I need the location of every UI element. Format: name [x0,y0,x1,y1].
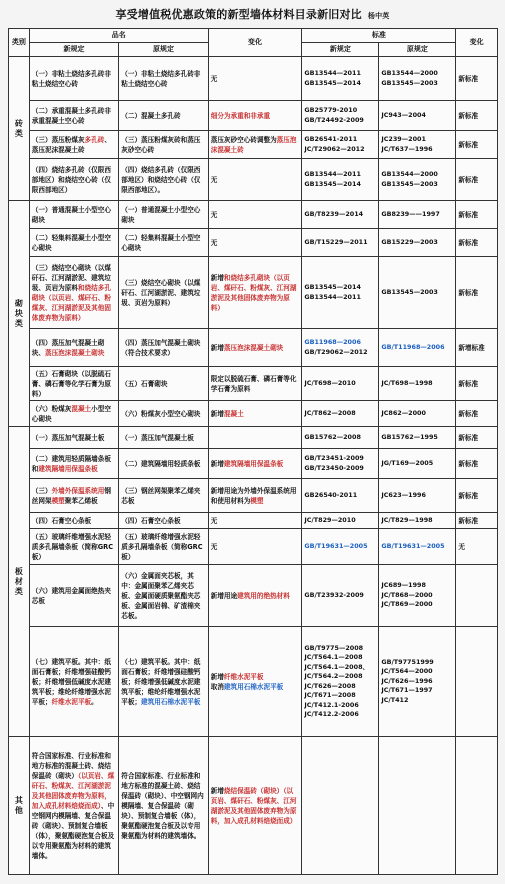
highlight-text: 和烧结多孔砌块（以页岩、煤矸石、粉煤灰、江河湖淤泥及其他固体废弃物为原料） [210,273,297,312]
new-cell: （五）玻璃纤维增强水泥轻质多孔隔墙条板（简称GRC板） [29,529,118,565]
table-row [9,401,498,427]
text: 小型空心砌块 [31,404,111,423]
std-new-cell [302,329,379,367]
header-standard: 标准 [302,29,456,43]
change2-cell: 无 [456,529,498,565]
header-change: 变化 [208,29,302,57]
table-row [9,565,498,627]
std-new-cell: GB/T23451-2009 GB/T23450-2009 [302,449,379,479]
highlight-text: 混凝土 [223,409,244,418]
std-old-cell: JC943—2004 [379,101,456,131]
text: 、蒸压泥沫混凝土砖 [31,135,111,154]
std-new-cell: GB/T19631—2005 [302,529,379,565]
change-cell: 无 [208,57,302,101]
new-cell: （五）石膏砌块（以脱硫石膏、磷石膏等化学石膏为原料） [29,367,118,401]
text: 新增 [210,409,224,418]
old-cell: （五）玻璃纤维增强水泥轻质多孔隔墙条板（简称GRC板） [119,529,208,565]
header-change2: 变化 [456,29,498,57]
table-row [9,329,498,367]
new-cell: （六）建筑用金属面绝热夹芯板 [29,565,118,627]
std-old-cell [379,737,456,875]
highlight-text: 模塑 [51,496,65,505]
std-new-cell: GB13544—2011 GB13545—2014 [302,57,379,101]
highlight-text: 建筑用石棉水泥平板 [223,682,284,691]
text: 、中空钢网内模隔墙、复合保温砖（砌块）、预制复合墙板（体），聚氨酯硬泡复合板及以专用聚氨酯为材料的建筑墙体。 [31,801,115,860]
std-new-cell: GB/T15229—2011 [302,229,379,257]
category-block: 砌块类 [9,201,30,427]
old-cell: （一）普通混凝土小型空心砌块 [119,201,208,229]
std-old-cell: JC/T829—1998 [379,513,456,529]
text: （四）蒸压加气混凝土砌块、 [31,338,105,357]
change2-cell: 新标准 [456,257,498,329]
new-cell: （四）烧结多孔砖（仅限西部地区）和烧结空心砖（仅限西部地区） [29,159,118,201]
old-cell: （六）金属面夹芯板，其中：金属面聚苯乙烯夹芯板、金属面硬质聚氨酯夹芯板、金属面岩棉、矿渣棉夹芯板。 [119,565,208,627]
change-cell: 无 [208,201,302,229]
std-new-cell: GB/T8239—2014 [302,201,379,229]
change-cell [208,479,302,513]
change-cell: 无 [208,513,302,529]
new-cell [29,131,118,159]
highlight-text: 纤维水泥平板 [51,697,92,706]
change2-cell: 新标准 [456,131,498,159]
table-row [9,529,498,565]
author: 杨中英 [367,12,390,20]
new-cell: （二）承重混凝土多孔砖非承重混凝土空心砖 [29,101,118,131]
old-cell: （二）混凝土多孔砖 [119,101,208,131]
change2-cell: 新标准 [456,513,498,529]
text: 聚苯乙烯板 [64,496,98,505]
change-cell [208,427,302,449]
old-cell: （二）轻集料混凝土小型空心砌块 [119,229,208,257]
highlight-text: 蒸压泡沫混凝土砌块 [44,348,105,357]
table-row [9,131,498,159]
text: 符合国家标准、行业标准和地方标准的混凝土砖、烧结保温砖（砌块） [31,751,111,780]
text: 新增 [210,273,224,282]
std-new-cell: GB26541-2011 JC/T29062—2012 [302,131,379,159]
old-cell: （三）钢丝网架聚苯乙烯夹芯板 [119,479,208,513]
std-new-cell: JC/T862—2008 [302,401,379,427]
std-old-cell: JC/T698—1998 [379,367,456,401]
table-row [9,159,498,201]
change2-cell [456,627,498,737]
change-cell: 限定以脱硫石膏、磷石膏等化学石膏为原料 [208,367,302,401]
text: （六）粉煤灰 [31,404,72,413]
std-old-cell: JC239—2001 JC/T637—1996 [379,131,456,159]
new-cell [29,627,118,737]
table-row [9,367,498,401]
text: （三）蒸压粉煤灰 [31,135,85,144]
std-old-cell: JG/T169—2005 [379,449,456,479]
highlight-text: 建筑用的绝热材料 [237,591,290,600]
std-new-cell: GB25779-2010 GB/T24492-2009 [302,101,379,131]
change-cell [208,131,302,159]
page-title [0,6,505,22]
old-cell: （六）粉煤灰小型空心砌块 [119,401,208,427]
change2-cell [456,737,498,875]
text: （三）烧结空心砌块（以煤矸石、江河湖淤泥、建筑垃圾、页岩为原料 [31,263,111,292]
category-board: 板材类 [9,427,30,737]
new-cell [29,401,118,427]
text: （三） [31,486,52,495]
change2-cell: 新标准 [456,401,498,427]
change-cell: 无 [208,159,302,201]
old-cell: （五）石膏砌块 [119,367,208,401]
table-row [9,201,498,229]
highlight-text: 外墙外保温系统用 [51,486,105,495]
title-text: 享受增值税优惠政策的新型墙体材料目录新旧对比 [115,8,362,21]
change-cell: 无 [208,229,302,257]
std-new-cell: GB26540-2011 [302,479,379,513]
table-row [9,449,498,479]
std-old-cell: JC689—1998 JC/T868—2000 JC/T869—2000 [379,565,456,627]
std-old-cell: GB13544—2000 GB13545—2003 [379,159,456,201]
new-cell: （一）非粘土烧结多孔砖非粘土烧结空心砖 [29,57,118,101]
new-cell [29,449,118,479]
change-cell [208,329,302,367]
text: 新增用途为外墙外保温系统用和使用材料为 [210,486,297,505]
change2-cell [456,565,498,627]
table-row [9,627,498,737]
new-cell [29,329,118,367]
std-old-cell: JC862—2000 [379,401,456,427]
text: 新增 [210,672,224,681]
std-old-cell: GB15762—1995 [379,427,456,449]
change2-cell: 新标准 [456,201,498,229]
text: 蒸压灰砂空心砖调整为 [210,135,277,144]
new-cell: （一）蒸压加气混凝土板 [29,427,118,449]
change2-cell: 新标准 [456,101,498,131]
old-cell [119,627,208,737]
change-cell: 无 [208,529,302,565]
header-std-old: 原规定 [379,43,456,57]
std-new-cell: JC/T829—2010 [302,513,379,529]
std-old-cell: GB8239——1997 [379,201,456,229]
text: 新增 [210,343,224,352]
new-cell: （二）轻集料混凝土小型空心砌块 [29,229,118,257]
std-new-cell [302,737,379,875]
table-row [9,101,498,131]
table-row [9,513,498,529]
text: 新增 [210,459,224,468]
text: 。 [91,697,98,706]
text: GB/T29062—2012 [304,347,368,356]
old-cell: （四）蒸压加气混凝土砌块（符合技术要求） [119,329,208,367]
std-old-cell: GB15229—2003 [379,229,456,257]
change-cell [208,565,302,627]
old-cell: （二）建筑隔墙用轻质条板 [119,449,208,479]
highlight-text: 纤维水泥平板 [223,672,264,681]
change2-cell: 新标准 [456,159,498,201]
change2-cell: 新标准 [456,449,498,479]
text: 新增用途 [210,591,238,600]
table-row [9,427,498,449]
table-row [9,737,498,875]
highlight-text: 蒸压泡沫混凝土砌块 [223,343,284,352]
old-cell: （一）蒸压加气混凝土板 [119,427,208,449]
new-cell: （四）石膏空心条板 [29,513,118,529]
highlight-text: 多孔砖 [84,135,105,144]
old-cell: （三）烧结空心砌块（以煤矸石、江河湖淤泥、建筑垃圾、页岩为原料） [119,257,208,329]
change-cell [208,449,302,479]
std-old-cell: GB/T19631—2005 [379,529,456,565]
old-cell: （一）非粘土烧结多孔砖非粘土烧结空心砖 [119,57,208,101]
std-old-cell: GB13544—2000 GB13545—2003 [379,57,456,101]
highlight-text: 建筑隔墙用保温条板 [223,459,284,468]
std-old-cell: GB/T97751999 JC/T564—2000 JC/T626—1996 JC/T671—1997 JC/T412 [379,627,456,737]
highlight-text: 蒸压泡沫混凝土砖 [210,135,297,154]
std-new-cell: GB/T23932-2009 [302,565,379,627]
category-other: 其他 [9,737,30,875]
change2-cell: 新标准 [456,57,498,101]
std-old-cell: GB13545—2003 [379,257,456,329]
new-cell: （一）普通混凝土小型空心砌块 [29,201,118,229]
std-old-cell: JC623—1996 [379,479,456,513]
change2-cell: 新标准 [456,479,498,513]
change-cell: 细分为承重和非承重 [208,101,302,131]
highlight-text: 模塑 [250,496,264,505]
old-cell: （四）石膏空心条板 [119,513,208,529]
highlight-text: 和烧结多孔砌块（以页岩、煤矸石、粉煤灰、江河湖淤泥及其他固体废弃物为原料） [31,283,111,322]
old-cell: （四）烧结多孔砖（仅限西部地区）和烧结空心砖（仅限西部地区）。 [119,159,208,201]
text: （七）建筑平板。其中：纸面石膏板；纤维增强硅酸钙板；纤维增强低碱度水泥建筑平板；维纶纤维增强水泥平板； [121,657,201,706]
std-new-cell: GB/T9775—2008 JC/T564.1—2008 JC/T564.1—2008、 JC/T564.2—2008 JC/T626—2008 JC/T671—2008 JC/T412.1-2006 JC/T412.2-2006 [302,627,379,737]
std-new-cell: GB15762—2008 [302,427,379,449]
header-std-new: 新规定 [302,43,379,57]
old-cell: （三）蒸压粉煤灰砖和蒸压灰砂空心砖 [119,131,208,159]
highlight-text: 烧结保温砖（砌块）（以页岩、煤矸石、粉煤灰、江河湖淤泥及其他固体废弃物为原料，加入成孔材料焙烧而成） [210,786,297,825]
text: 钢丝网架 [31,486,111,505]
std-new-cell: GB13544—2011 GB13545—2014 [302,159,379,201]
highlight-text: 混凝土 [71,404,92,413]
change2-cell: 新标准 [456,427,498,449]
table-row [9,57,498,101]
change2-cell: 新标准 [456,367,498,401]
new-cell [29,257,118,329]
change2-cell: 新标准 [456,229,498,257]
header-product: 品名 [29,29,208,43]
table-row [9,479,498,513]
change-cell [208,257,302,329]
category-brick: 砖类 [9,57,30,201]
std-new-cell: GB13545—2014 GB13544—2011 [302,257,379,329]
header-old: 原规定 [119,43,208,57]
text: 取消 [210,682,224,691]
header-category: 类别 [9,29,30,57]
highlight-text: （以页岩、煤矸石、粉煤灰、江河湖淤泥及其他固体废弃物为原料，加入成孔材料焙烧而成） [31,771,115,810]
std-new-cell: JC/T698—2010 [302,367,379,401]
table-row [9,257,498,329]
change-cell [208,627,302,737]
highlight-text: 建筑用石棉水泥平板 [141,697,201,706]
old-cell: 符合国家标准、行业标准和地方标准的混凝土砖、烧结保温砖（砌块）、中空钢网内模隔墙、复合保温砖（砌块）、预制复合墙板（体），聚氨酯硬泡复合板及以专用聚氨酯为材料的建筑墙体。 [119,737,208,875]
std-old-cell: GB/T11968—2006 [379,329,456,367]
change2-cell: 新增标准 [456,329,498,367]
change-cell [208,401,302,427]
text: （七）建筑平板。其中：纸面石膏板；纤维增强硅酸钙板；纤维增强低碱度水泥建筑平板；维纶纤维增强水泥平板； [31,657,111,706]
new-cell [29,479,118,513]
table-row [9,229,498,257]
comparison-table [8,28,498,875]
text: 新增 [210,786,224,795]
header-new: 新规定 [29,43,118,57]
change-cell [208,737,302,875]
highlight-text: 建筑隔墙用保温条板 [38,464,98,473]
new-cell [29,737,118,875]
text: （二）建筑用轻质隔墙条板和 [31,454,111,473]
std-highlight: GB11968—2006 [304,338,361,346]
